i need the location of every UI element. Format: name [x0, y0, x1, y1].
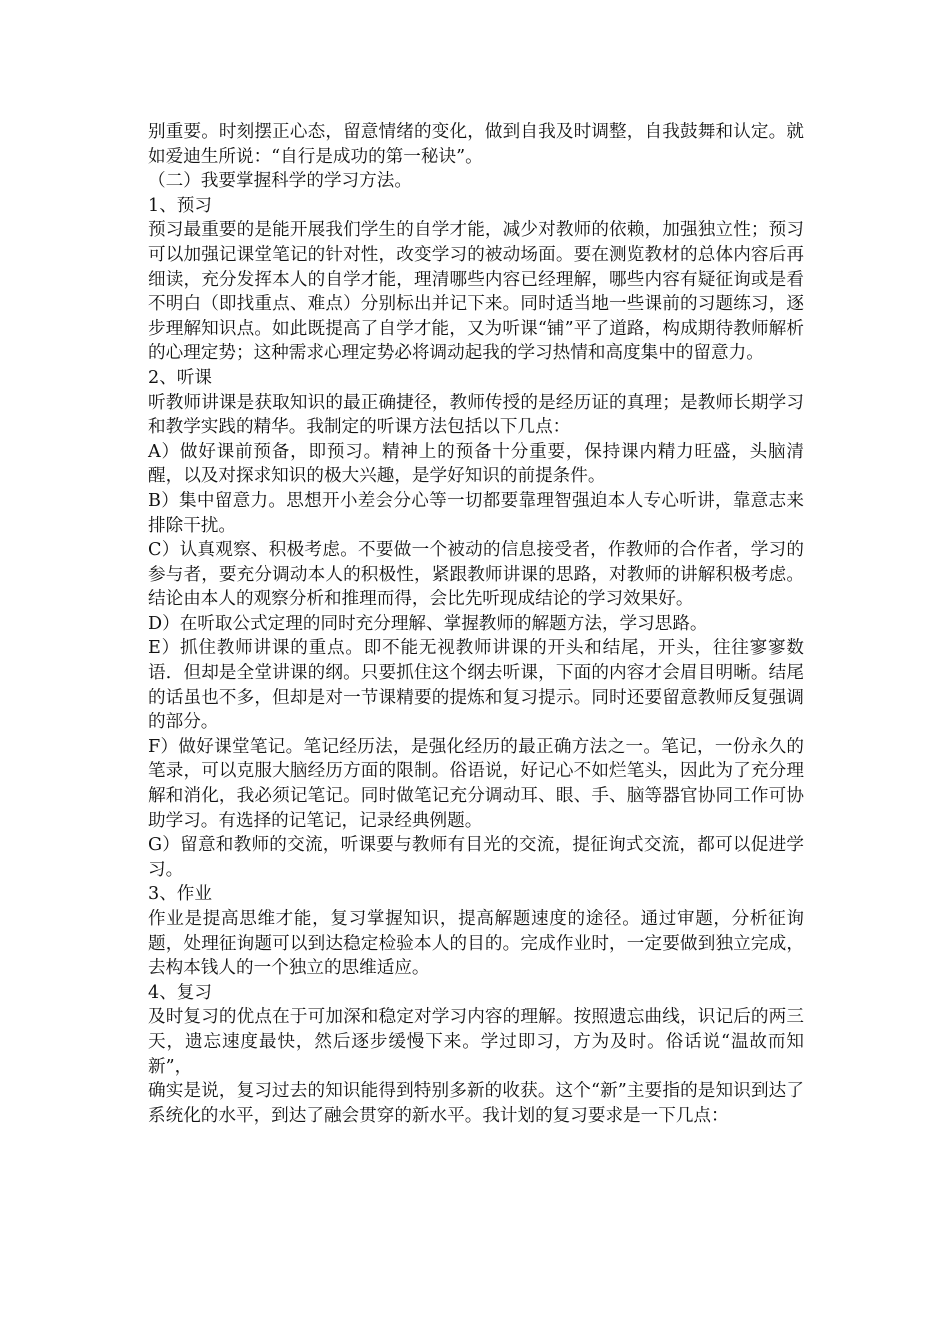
list-item-b: B）集中留意力。思想开小差会分心等一切都要靠理智强迫本人专心听讲，靠意志来排除干扰。: [148, 490, 804, 536]
list-item-a: A）做好课前预备，即预习。精神上的预备十分重要，保持课内精力旺盛，头脑清醒，以及对探求知识的极大兴趣，是学好知识的前提条件。: [148, 441, 804, 487]
paragraph-review: 及时复习的优点在于可加深和稳定对学习内容的理解。按照遗忘曲线，识记后的两三天，遗忘速度最快，然后逐步缓慢下来。学过即习，方为及时。俗话说“温故而知新”，: [148, 1007, 804, 1077]
subheading-preview: 1、预习: [148, 195, 212, 216]
paragraph-mindset-continuation: 别重要。时刻摆正心态，留意情绪的变化，做到自我及时调整，自我鼓舞和认定。就如爱迪生所说：“自行是成功的第一秘诀”。: [148, 122, 804, 167]
paragraph-preview: 预习最重要的是能开展我们学生的自学才能，减少对教师的依赖，加强独立性；预习可以加强记课堂笔记的针对性，改变学习的被动场面。要在测览教材的总体内容后再细读，充分发挥本人的自学才能，理清哪些内容已经理解，哪些内容有疑征询或是看不明白（即找重点、难点）分别标出并记下来。同时适当地一些课前的习题练习，逐步理解知识点。如此既提高了自学才能，又为听课“铺”平了道路，构成期待教师解析的心理定势；这种需求心理定势必将调动起我的学习热情和高度集中的留意力。: [148, 220, 804, 364]
subheading-listening: 2、听课: [148, 367, 212, 388]
paragraph-homework: 作业是提高思维才能，复习掌握知识，提高解题速度的途径。通过审题，分析征询题，处理征询题可以到达稳定检验本人的目的。完成作业时，一定要做到独立完成，去构本钱人的一个独立的思维适应。: [148, 909, 804, 979]
paragraph-review-continued: 确实是说，复习过去的知识能得到特别多新的收获。这个“新”主要指的是知识到达了系统化的水平，到达了融会贯穿的新水平。我计划的复习要求是一下几点：: [148, 1081, 804, 1126]
subheading-review: 4、复习: [148, 982, 212, 1003]
list-item-f: F）做好课堂笔记。笔记经历法，是强化经历的最正确方法之一。笔记，一份永久的笔录，可以克服大脑经历方面的限制。俗语说，好记心不如烂笔头，因此为了充分理解和消化，我必须记笔记。同时做笔记充分调动耳、眼、手、脑等器官协同工作可协助学习。有选择的记笔记，记录经典例题。: [148, 736, 804, 831]
subheading-homework: 3、作业: [148, 884, 212, 905]
document-body: [148, 120, 804, 1128]
list-item-c: C）认真观察、积极考虑。不要做一个被动的信息接受者，作教师的合作者，学习的参与者，要充分调动本人的积极性，紧跟教师讲课的思路，对教师的讲解积极考虑。结论由本人的观察分析和推理而得，会比先听现成结论的学习效果好。: [148, 540, 804, 610]
list-item-g: G）留意和教师的交流，听课要与教师有目光的交流，提征询式交流，都可以促进学习。: [148, 835, 804, 880]
list-item-e: E）抓住教师讲课的重点。即不能无视教师讲课的开头和结尾，开头，往往寥寥数语．但却是全堂讲课的纲。只要抓住这个纲去听课，下面的内容才会眉目明晰。结尾的话虽也不多，但却是对一节课精要的提炼和复习提示。同时还要留意教师反复强调的部分。: [148, 638, 804, 733]
paragraph-listening-intro: 听教师讲课是获取知识的最正确捷径，教师传授的是经历证的真理；是教师长期学习和教学实践的精华。我制定的听课方法包括以下几点：: [148, 392, 804, 438]
list-item-d: D）在听取公式定理的同时充分理解、掌握教师的解题方法，学习思路。: [148, 613, 708, 634]
section-heading-learning-methods: （二）我要掌握科学的学习方法。: [148, 171, 412, 192]
